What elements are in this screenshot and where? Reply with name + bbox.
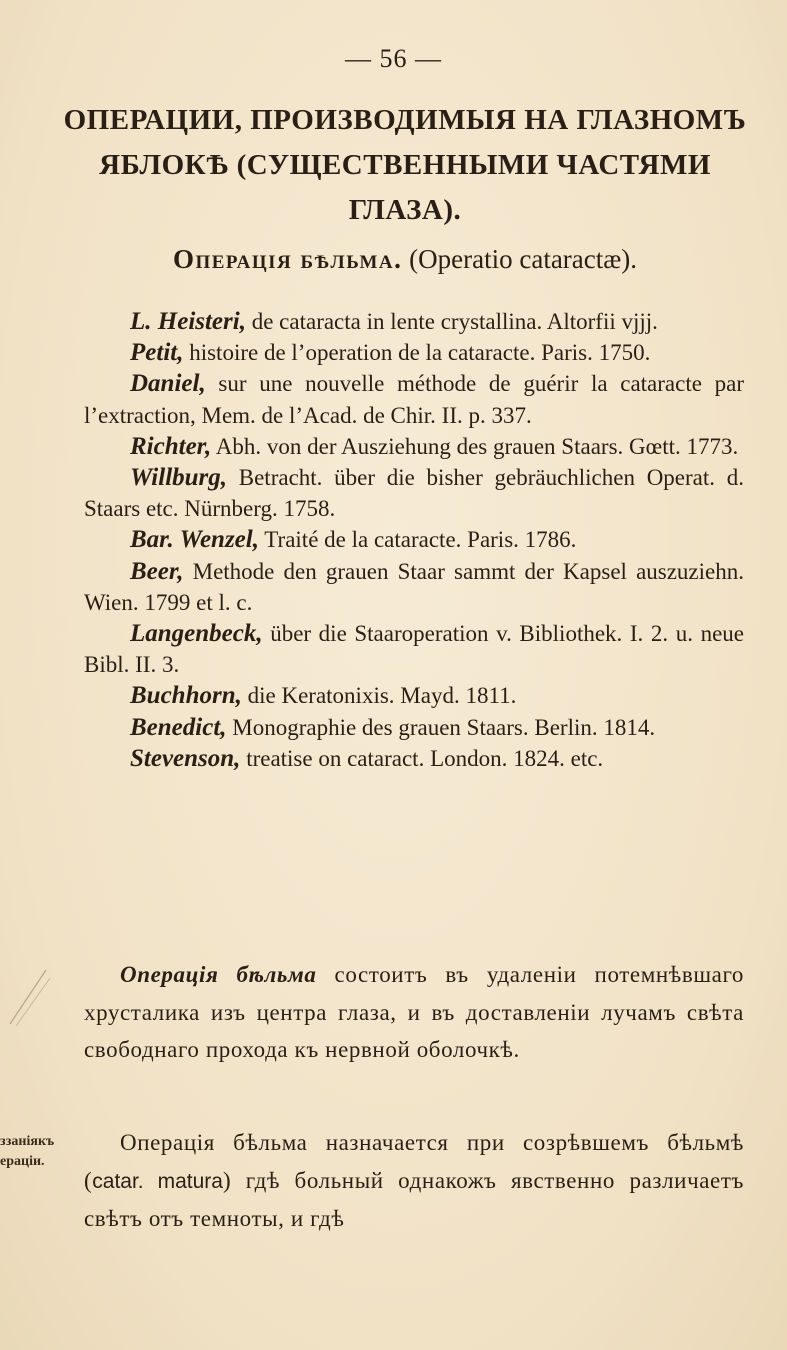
- entry-author: Bar. Wenzel,: [130, 526, 259, 554]
- entry-author: Langenbeck,: [130, 620, 263, 648]
- entry-text: über die Staaroperation v. Bibliothek. I. 2. u. neue Bibl. II. 3.: [84, 621, 744, 678]
- entry-text: Monographie des grauen Staars. Berlin. 1814.: [226, 714, 656, 740]
- entry-text: die Keratonixis. Mayd. 1811.: [241, 683, 517, 709]
- margin-note-line-1: ззаніякъ: [0, 1134, 55, 1149]
- entry-author: Beer,: [130, 557, 184, 585]
- entry-author: Benedict,: [130, 713, 227, 741]
- entry-author: L. Heisteri,: [130, 308, 246, 335]
- subsection-heading-latin: (Operatio cataractæ).: [409, 244, 638, 274]
- paragraph-emphasis: Операція бѣльма: [120, 962, 317, 987]
- bibliography-entry: [84, 306, 744, 337]
- bibliography-entry: [84, 524, 744, 555]
- entry-author: Willburg,: [130, 464, 228, 492]
- paragraph-text-part-1: Операція бѣльма назначается при созрѣвшемъ бѣльмѣ (: [84, 1130, 744, 1193]
- paragraph-definition: [84, 956, 744, 1069]
- paragraph-latin-term: catar. matura: [92, 1169, 223, 1193]
- section-title-line-1: ОПЕРАЦИИ, ПРОИЗВОДИМЫЯ НА ГЛАЗНОМЪ: [63, 104, 747, 136]
- pencil-mark-icon: [6, 964, 52, 1028]
- entry-text: Abh. von der Ausziehung des grauen Staars. Gœtt. 1773.: [211, 433, 739, 459]
- bibliography-entry: [84, 462, 744, 524]
- page-number: — 56 —: [345, 44, 442, 73]
- entry-text: de cataracta in lente crystallina. Altorfii vjjj.: [245, 309, 658, 334]
- margin-note: [0, 1132, 54, 1172]
- subsection-heading: [60, 244, 750, 275]
- entry-text: histoire de l’operation de la cataracte. Paris. 1750.: [183, 340, 651, 366]
- entry-text: treatise on cataract. London. 1824. etc.: [240, 745, 604, 771]
- subsection-heading-russian: Операція бѣльма.: [172, 244, 403, 274]
- bibliography-entry: [84, 337, 744, 368]
- margin-note-line-2: ераціи.: [0, 1154, 45, 1169]
- bibliography-entry: [84, 368, 744, 430]
- paragraph-indication: [84, 1124, 744, 1238]
- entry-text: Methode den grauen Staar sammt der Kapsel auszuziehn. Wien. 1799 et l. c.: [84, 558, 744, 615]
- entry-text: Betracht. über die bisher gebräuchlichen Operat. d. Staars etc. Nürnberg. 1758.: [84, 465, 744, 522]
- bibliography-entry: [84, 680, 744, 711]
- bibliography-list: [84, 306, 744, 774]
- entry-author: Buchhorn,: [130, 682, 242, 710]
- bibliography-entry: [84, 556, 744, 618]
- entry-author: Daniel,: [130, 370, 206, 398]
- bibliography-entry: [84, 618, 744, 680]
- entry-author: Petit,: [130, 339, 184, 367]
- entry-text: Traité de la cataracte. Paris. 1786.: [258, 527, 577, 553]
- entry-author: Stevenson,: [130, 744, 241, 772]
- paragraph-text-part-2: ) гдѣ больный однакожъ явственно различаетъ свѣтъ отъ темноты, и гдѣ: [84, 1167, 744, 1231]
- entry-author: Richter,: [130, 432, 212, 460]
- section-title-line-2: ЯБЛОКѢ (СУЩЕСТВЕННЫМИ ЧАСТЯМИ: [99, 149, 711, 181]
- bibliography-entry: [84, 743, 744, 774]
- entry-text: sur une nouvelle méthode de guérir la cataracte par l’extraction, Mem. de l’Acad. de Chir. II. p. 337.: [84, 371, 744, 428]
- bibliography-entry: [84, 712, 744, 743]
- paragraph-text: состоитъ въ удаленіи потемнѣвшаго хрусталика изъ центра глаза, и въ доставленіи лучамъ свѣта свободнаго прохода къ нервной оболочкѣ.: [84, 962, 745, 1062]
- section-title: [60, 98, 750, 233]
- bibliography-entry: [84, 431, 744, 462]
- section-title-line-3: ГЛАЗА).: [348, 194, 462, 226]
